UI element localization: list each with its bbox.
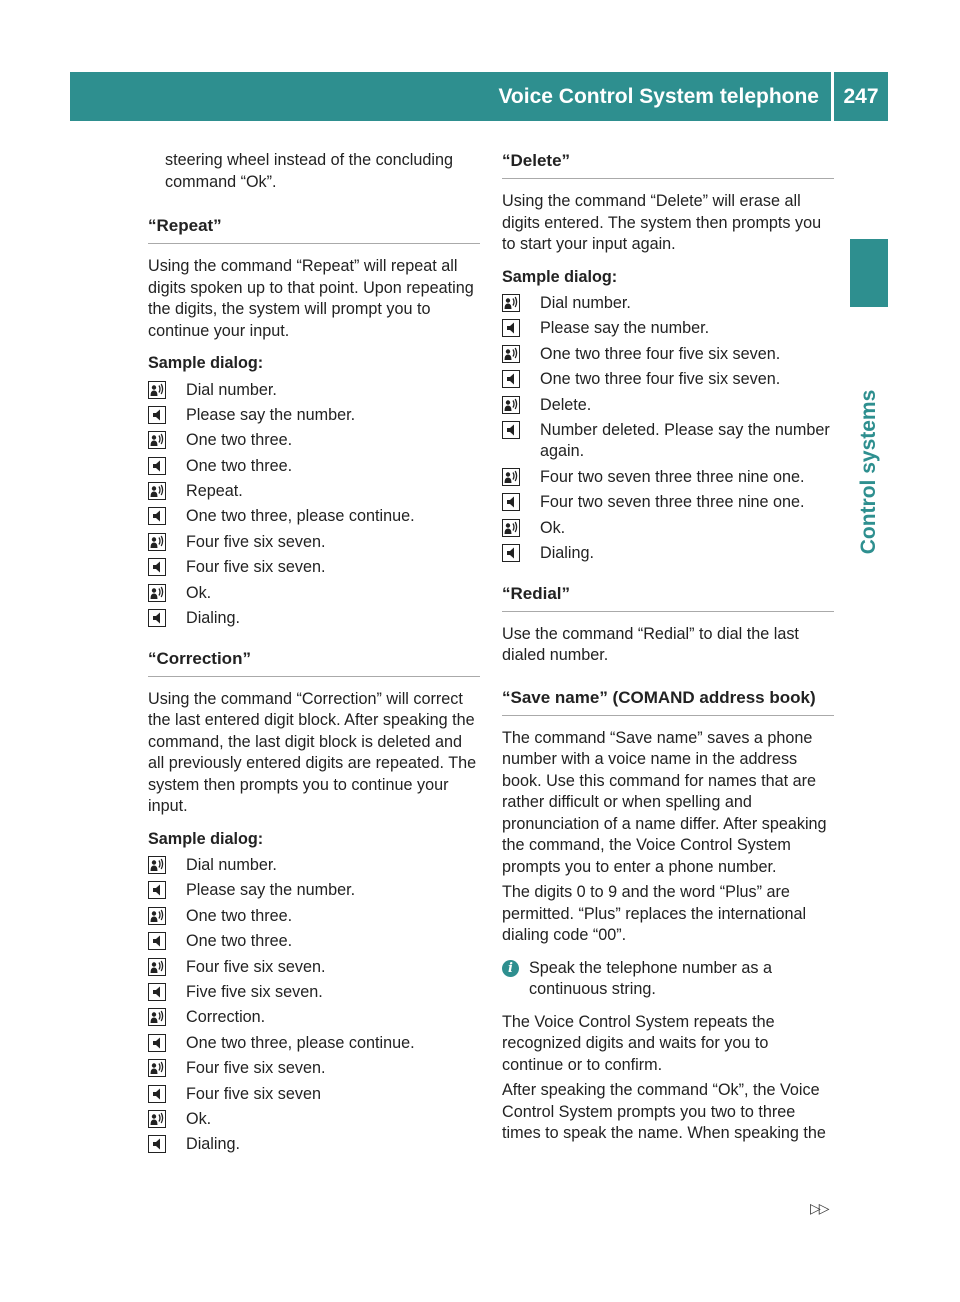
dialog-line xyxy=(148,481,480,503)
dialog-text: One two three, please continue. xyxy=(186,507,415,526)
dialog-line xyxy=(502,293,834,315)
speaker-icon xyxy=(148,507,186,526)
dialog-text: One two three, please continue. xyxy=(186,1033,415,1052)
dialog-text: Dialing. xyxy=(186,1135,240,1154)
dialog-line xyxy=(502,318,834,340)
info-icon: i xyxy=(502,960,519,977)
redial-body: Use the command “Redial” to dial the last dialed number. xyxy=(502,624,799,665)
person-speaking-icon xyxy=(502,468,540,487)
person-speaking-icon xyxy=(148,907,186,926)
dialog-text: Dialing. xyxy=(540,544,594,563)
dialog-text: Ok. xyxy=(186,583,212,602)
speaker-icon xyxy=(148,932,186,951)
speaker-icon xyxy=(148,1085,186,1104)
dialog-line xyxy=(148,906,480,928)
speaker-icon xyxy=(148,1135,186,1154)
dialog-text: Ok. xyxy=(540,518,566,537)
dialog-line xyxy=(148,1033,480,1055)
dialog-line xyxy=(502,395,834,417)
person-speaking-icon xyxy=(502,294,540,313)
dialog-line xyxy=(148,405,480,427)
person-speaking-icon xyxy=(148,584,186,603)
speaker-icon xyxy=(148,558,186,577)
dialog-line xyxy=(148,557,480,579)
delete-sample-label: Sample dialog: xyxy=(502,267,618,286)
dialog-text: Number deleted. Please say the number again. xyxy=(540,420,830,461)
person-speaking-icon xyxy=(148,1110,186,1129)
dialog-line xyxy=(148,880,480,902)
dialog-line xyxy=(148,855,480,877)
dialog-text: Please say the number. xyxy=(186,881,356,900)
info-note xyxy=(502,958,834,1001)
section-title: Voice Control System telephone xyxy=(498,84,819,108)
dialog-line xyxy=(502,467,834,489)
dialog-text: Dial number. xyxy=(186,856,277,875)
person-speaking-icon xyxy=(502,396,540,415)
info-note-text: Speak the telephone number as a continuous string. xyxy=(529,958,772,999)
dialog-line xyxy=(148,380,480,402)
correction-dialog xyxy=(148,855,480,1156)
right-column xyxy=(502,150,834,1156)
page-header xyxy=(70,72,888,121)
person-speaking-icon xyxy=(148,856,186,875)
dialog-line xyxy=(502,543,834,565)
speaker-icon xyxy=(502,544,540,563)
dialog-line xyxy=(502,518,834,540)
repeat-heading: “Repeat” xyxy=(148,215,480,244)
save-name-body-2: The digits 0 to 9 and the word “Plus” are permitted. “Plus” replaces the international dialing code “00”. xyxy=(502,883,807,945)
page-number: 247 xyxy=(843,84,879,108)
speaker-icon xyxy=(148,1034,186,1053)
dialog-text: Please say the number. xyxy=(186,405,356,424)
dialog-line xyxy=(502,420,834,463)
person-speaking-icon xyxy=(502,519,540,538)
left-column xyxy=(148,150,480,1170)
delete-dialog xyxy=(502,293,834,565)
dialog-line xyxy=(148,1007,480,1029)
dialog-text: Ok. xyxy=(186,1109,212,1128)
dialog-text: Four five six seven. xyxy=(186,957,326,976)
dialog-line xyxy=(148,1134,480,1156)
chapter-label: Control systems xyxy=(857,389,880,555)
dialog-line xyxy=(148,608,480,630)
dialog-text: One two three. xyxy=(186,431,293,450)
dialog-text: One two three four five six seven. xyxy=(540,370,781,389)
delete-heading: “Delete” xyxy=(502,150,834,179)
person-speaking-icon xyxy=(148,1008,186,1027)
dialog-text: Dial number. xyxy=(186,380,277,399)
dialog-line xyxy=(148,982,480,1004)
speaker-icon xyxy=(502,493,540,512)
save-name-body-4: After speaking the command “Ok”, the Voice Control System prompts you two to three times to speak the name. When speaking the xyxy=(502,1081,826,1143)
speaker-icon xyxy=(148,609,186,628)
dialog-text: One two three. xyxy=(186,932,293,951)
person-speaking-icon xyxy=(148,1059,186,1078)
save-name-body-1: The command “Save name” saves a phone number with a voice name in the address book. Use this command for names that are rather difficult or when spelling and pronunciation of a name differ. After speaking the command, the Voice Control System prompts you to enter a phone number. xyxy=(502,728,827,876)
dialog-text: Four five six seven. xyxy=(186,558,326,577)
intro-text: steering wheel instead of the concluding command “Ok”. xyxy=(165,151,453,191)
dialog-text: Four two seven three three nine one. xyxy=(540,467,805,486)
speaker-icon xyxy=(502,370,540,389)
dialog-line xyxy=(148,1109,480,1131)
repeat-sample-label: Sample dialog: xyxy=(148,354,264,372)
correction-heading: “Correction” xyxy=(148,648,480,677)
dialog-text: Dialing. xyxy=(186,609,240,628)
dialog-line xyxy=(502,492,834,514)
person-speaking-icon xyxy=(148,482,186,501)
dialog-text: Four five six seven. xyxy=(186,532,326,551)
speaker-icon xyxy=(148,881,186,900)
dialog-text: Four five six seven. xyxy=(186,1059,326,1078)
person-speaking-icon xyxy=(502,345,540,364)
dialog-text: One two three. xyxy=(186,456,293,475)
speaker-icon xyxy=(502,319,540,338)
dialog-text: Dial number. xyxy=(540,294,631,312)
dialog-text: Delete. xyxy=(540,395,592,414)
repeat-body: Using the command “Repeat” will repeat all digits spoken up to that point. Upon repeating the digits, the system will prompt you to continue your input. xyxy=(148,257,474,340)
dialog-line xyxy=(148,430,480,452)
dialog-line xyxy=(502,344,834,366)
speaker-icon xyxy=(148,983,186,1002)
dialog-line xyxy=(502,369,834,391)
dialog-text: Five five six seven. xyxy=(186,982,323,1001)
chapter-tab-marker xyxy=(850,239,888,307)
speaker-icon xyxy=(148,457,186,476)
dialog-text: Correction. xyxy=(186,1008,266,1027)
save-name-heading: “Save name” (COMAND address book) xyxy=(502,687,834,716)
person-speaking-icon xyxy=(148,958,186,977)
dialog-text: One two three. xyxy=(186,906,293,925)
delete-body: Using the command “Delete” will erase all digits entered. The system then prompts you to start your input again. xyxy=(502,192,822,253)
dialog-line xyxy=(148,456,480,478)
dialog-line xyxy=(148,583,480,605)
person-speaking-icon xyxy=(148,381,186,400)
speaker-icon xyxy=(502,421,540,440)
correction-sample-label: Sample dialog: xyxy=(148,829,264,848)
dialog-line xyxy=(148,1058,480,1080)
repeat-dialog xyxy=(148,380,480,630)
dialog-text: Four two seven three three nine one. xyxy=(540,493,805,512)
save-name-body-3: The Voice Control System repeats the recognized digits and waits for you to continue or to confirm. xyxy=(502,1012,775,1074)
continue-arrows-icon: ▷▷ xyxy=(810,1200,828,1216)
dialog-line xyxy=(148,532,480,554)
person-speaking-icon xyxy=(148,431,186,450)
dialog-text: One two three four five six seven. xyxy=(540,344,781,363)
redial-heading: “Redial” xyxy=(502,583,834,612)
dialog-line xyxy=(148,506,480,528)
dialog-line xyxy=(148,957,480,979)
dialog-text: Repeat. xyxy=(186,482,243,501)
speaker-icon xyxy=(148,406,186,425)
dialog-text: Please say the number. xyxy=(540,319,710,338)
dialog-text: Four five six seven xyxy=(186,1084,321,1103)
correction-body: Using the command “Correction” will correct the last entered digit block. After speaking the command, the last digit block is deleted and all previously entered digits are repeated. The system then prompts you to continue your input. xyxy=(148,689,477,816)
dialog-line xyxy=(148,931,480,953)
person-speaking-icon xyxy=(148,533,186,552)
dialog-line xyxy=(148,1084,480,1106)
